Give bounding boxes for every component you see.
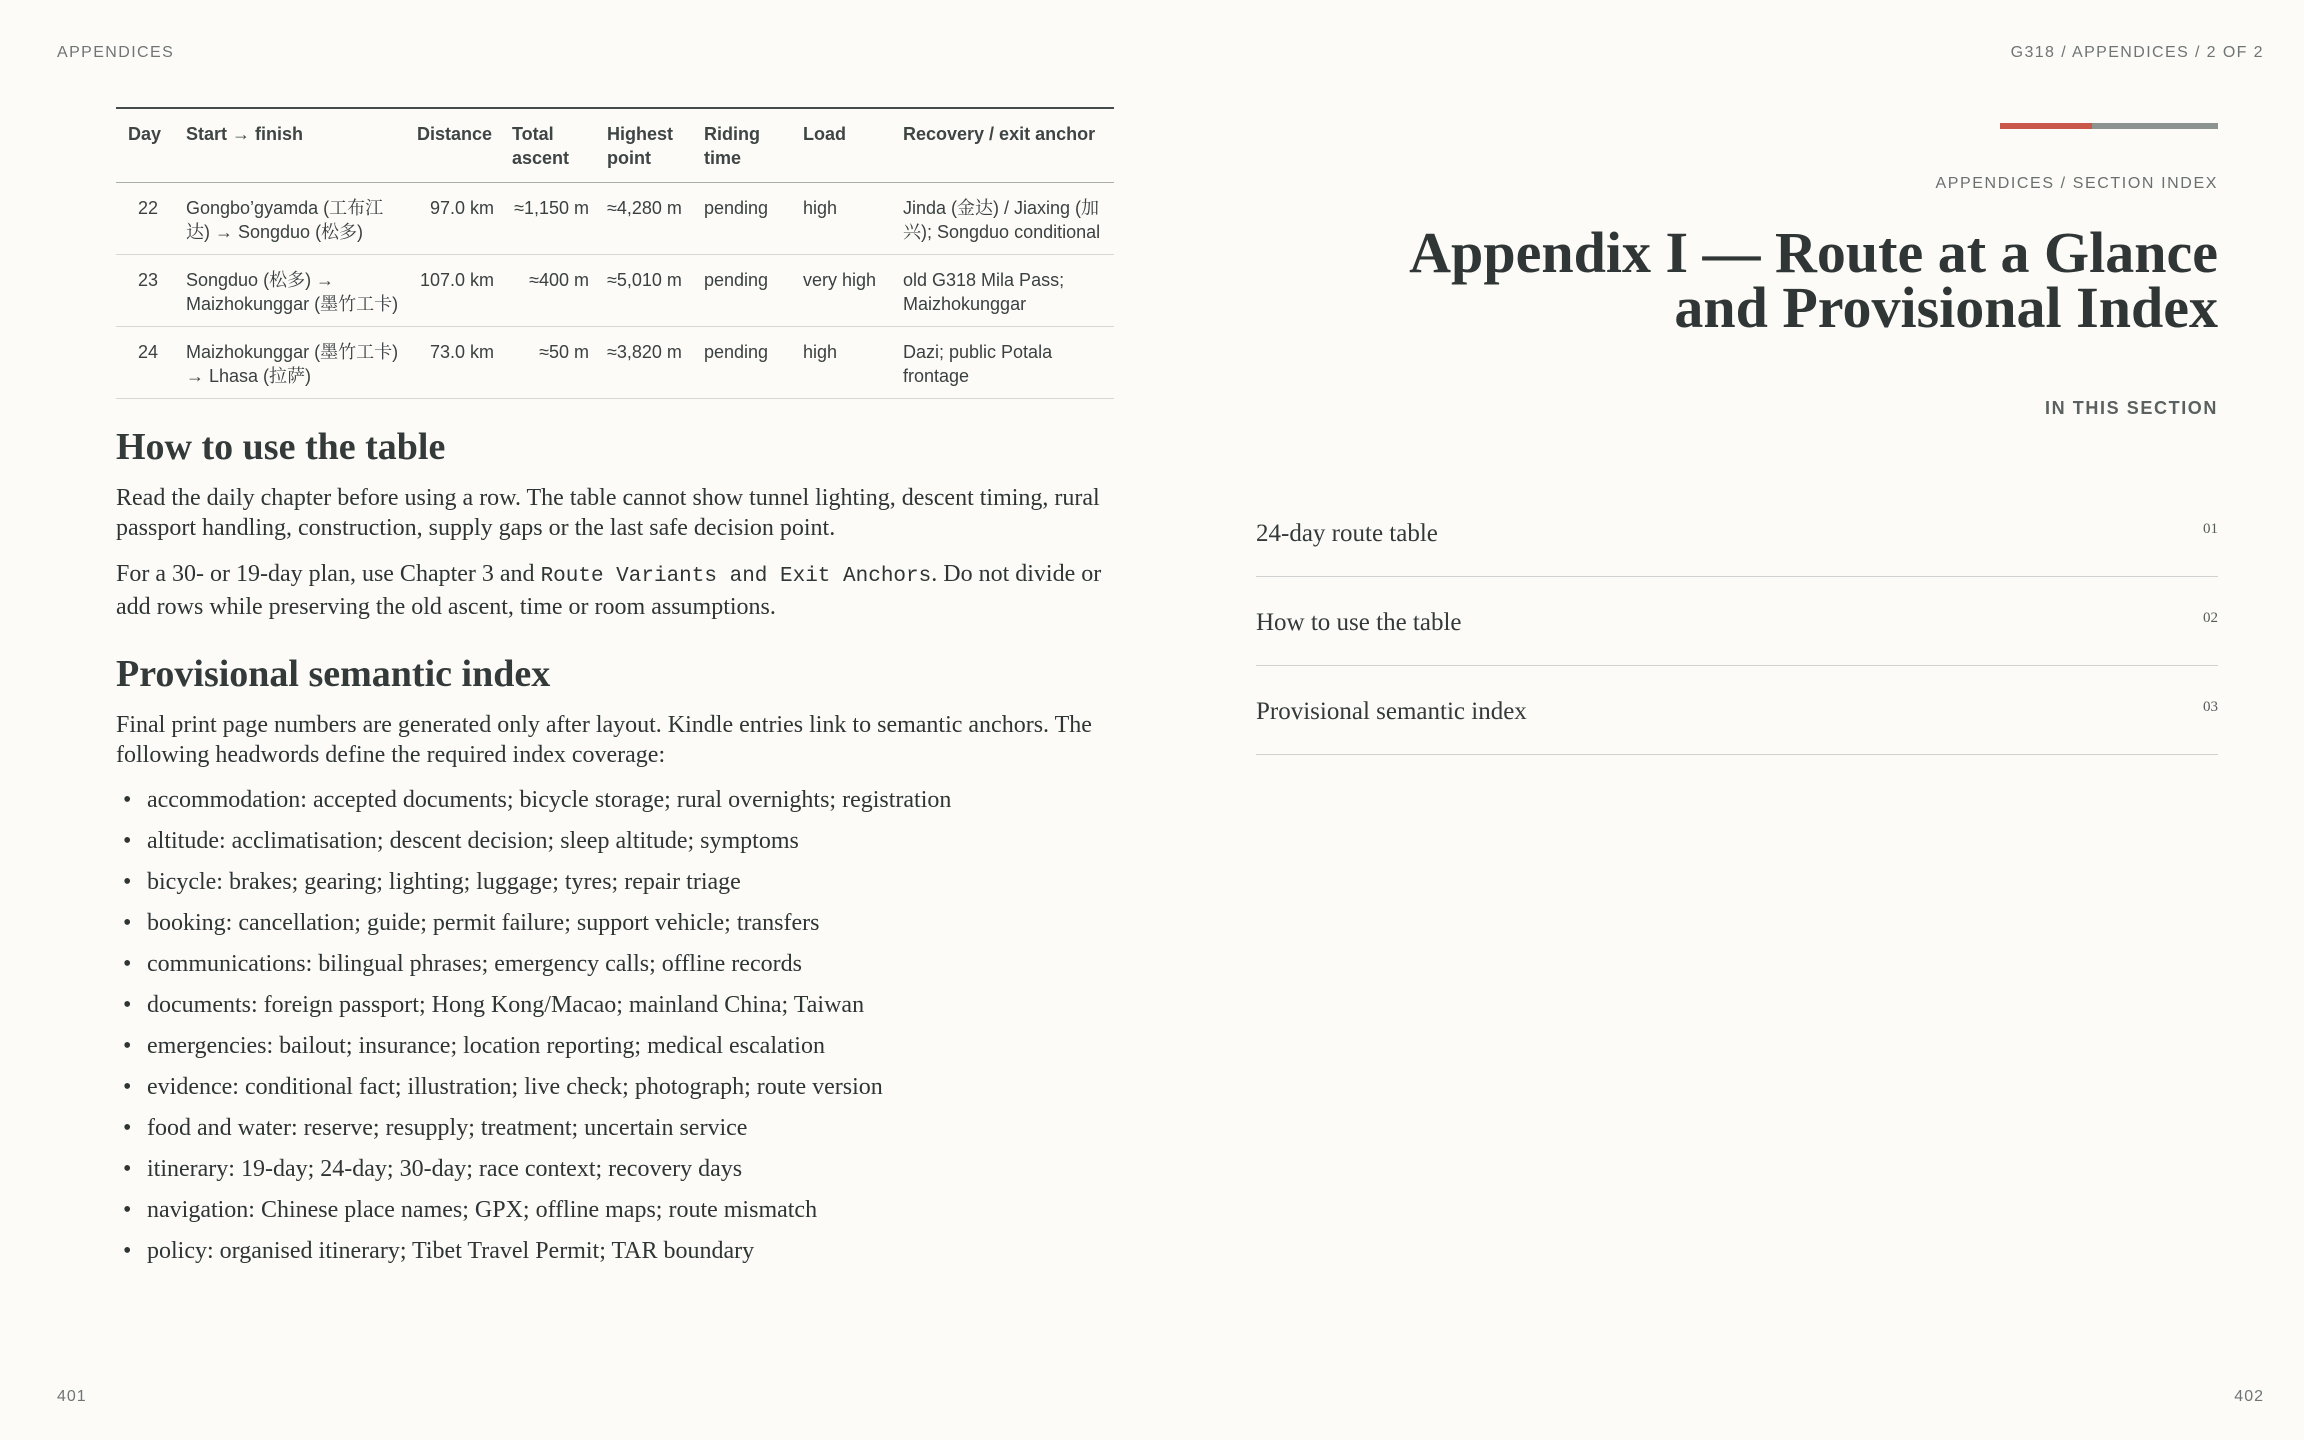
index-entry: documents: foreign passport; Hong Kong/Macao; mainland China; Taiwan bbox=[147, 992, 865, 1018]
cell-riding-time: pending bbox=[692, 183, 791, 255]
bullet-icon: • bbox=[123, 1197, 132, 1223]
in-this-section-label: IN THIS SECTION bbox=[2044, 398, 2218, 418]
index-heading: Provisional semantic index bbox=[116, 653, 551, 695]
index-entry: altitude: acclimatisation; descent decision; sleep altitude; symptoms bbox=[147, 828, 799, 854]
bullet-icon: • bbox=[123, 828, 132, 854]
cell-distance: 73.0 km bbox=[405, 327, 500, 399]
index-entry: accommodation: accepted documents; bicycle storage; rural overnights; registration bbox=[147, 787, 952, 813]
index-intro: Final print page numbers are generated only after layout. Kindle entries link to semantic anchors. The following headwords define the required index coverage: bbox=[116, 712, 1092, 768]
route-table bbox=[116, 107, 1114, 399]
toc-item-label: Provisional semantic index bbox=[1256, 698, 1527, 725]
page-number-left: 401 bbox=[57, 1388, 87, 1405]
cell-total-ascent: ≈50 m bbox=[500, 327, 595, 399]
left-page bbox=[116, 107, 1114, 1277]
cell-riding-time: pending bbox=[692, 255, 791, 327]
bullet-icon: • bbox=[123, 1033, 132, 1059]
index-list bbox=[116, 785, 1114, 1266]
toc-item-semantic-index[interactable] bbox=[1256, 666, 2218, 755]
toc-item-how-to-use[interactable] bbox=[1256, 577, 2218, 666]
list-item bbox=[116, 826, 1114, 856]
list-item bbox=[116, 1236, 1114, 1266]
list-item bbox=[116, 1031, 1114, 1061]
cell-load: high bbox=[791, 183, 891, 255]
index-entry: bicycle: brakes; gearing; lighting; luggage; tyres; repair triage bbox=[147, 869, 741, 895]
list-item bbox=[116, 949, 1114, 979]
running-head-right: G318 / APPENDICES / 2 OF 2 bbox=[2010, 44, 2264, 61]
cell-highest-point: ≈4,280 m bbox=[595, 183, 692, 255]
toc-item-label: 24-day route table bbox=[1256, 520, 1438, 547]
how-to-heading: How to use the table bbox=[116, 426, 446, 468]
cell-start-finish: Maizhokunggar (墨竹工卡) → Lhasa (拉萨) bbox=[174, 327, 405, 399]
bullet-icon: • bbox=[123, 869, 132, 895]
accent-rule-primary bbox=[2000, 123, 2092, 129]
list-item bbox=[116, 1072, 1114, 1102]
list-item bbox=[116, 1154, 1114, 1184]
list-item bbox=[116, 785, 1114, 815]
cell-day: 23 bbox=[116, 255, 174, 327]
bullet-icon: • bbox=[123, 951, 132, 977]
index-entry: itinerary: 19-day; 24-day; 30-day; race context; recovery days bbox=[147, 1156, 743, 1182]
col-header-highest-point: Highest point bbox=[595, 108, 692, 183]
cell-recovery: Dazi; public Potala frontage bbox=[891, 327, 1114, 399]
how-to-paragraph-2 bbox=[116, 559, 1114, 622]
index-entry: evidence: conditional fact; illustration; live check; photograph; route version bbox=[147, 1074, 883, 1100]
cell-highest-point: ≈5,010 m bbox=[595, 255, 692, 327]
col-header-day: Day bbox=[116, 108, 174, 183]
table-row bbox=[116, 327, 1114, 399]
cell-riding-time: pending bbox=[692, 327, 791, 399]
how-to-p2-text-after: . Do not divide or add rows while preserving the old ascent, time or room assumptions. bbox=[116, 561, 1102, 620]
bullet-icon: • bbox=[123, 787, 132, 813]
section-toc bbox=[1256, 488, 2218, 755]
cell-day: 24 bbox=[116, 327, 174, 399]
cell-start-finish: Songduo (松多) → Maizhokunggar (墨竹工卡) bbox=[174, 255, 405, 327]
index-entry: navigation: Chinese place names; GPX; offline maps; route mismatch bbox=[147, 1197, 818, 1223]
list-item bbox=[116, 1195, 1114, 1225]
section-kicker: APPENDICES / SECTION INDEX bbox=[1935, 175, 2218, 192]
chapter-anchor-code: Route Variants and Exit Anchors bbox=[540, 565, 932, 588]
table-row bbox=[116, 255, 1114, 327]
how-to-paragraph-1: Read the daily chapter before using a row. The table cannot show tunnel lighting, descent timing, rural passport handling, construction, supply gaps or the last safe decision point. bbox=[116, 485, 1100, 541]
cell-distance: 107.0 km bbox=[405, 255, 500, 327]
bullet-icon: • bbox=[123, 992, 132, 1018]
cell-distance: 97.0 km bbox=[405, 183, 500, 255]
col-header-recovery: Recovery / exit anchor bbox=[891, 108, 1114, 183]
cell-recovery: old G318 Mila Pass; Maizhokunggar bbox=[891, 255, 1114, 327]
bullet-icon: • bbox=[123, 1238, 132, 1264]
col-header-riding-time: Riding time bbox=[692, 108, 791, 183]
page-title-line-2: and Provisional Index bbox=[1674, 275, 2218, 340]
toc-item-route-table[interactable] bbox=[1256, 488, 2218, 577]
page-title-line-1: Appendix I — Route at a Glance bbox=[1409, 220, 2218, 285]
cell-total-ascent: ≈400 m bbox=[500, 255, 595, 327]
running-head-left: APPENDICES bbox=[57, 44, 175, 61]
index-entry: communications: bilingual phrases; emergency calls; offline records bbox=[147, 951, 802, 977]
cell-load: high bbox=[791, 327, 891, 399]
list-item bbox=[116, 867, 1114, 897]
col-header-load: Load bbox=[791, 108, 891, 183]
cell-recovery: Jinda (金达) / Jiaxing (加兴); Songduo conditional bbox=[891, 183, 1114, 255]
index-entry: booking: cancellation; guide; permit failure; support vehicle; transfers bbox=[147, 910, 820, 936]
toc-item-number: 02 bbox=[2203, 610, 2218, 626]
bullet-icon: • bbox=[123, 910, 132, 936]
col-header-distance: Distance bbox=[405, 108, 500, 183]
toc-item-label: How to use the table bbox=[1256, 609, 1462, 636]
list-item bbox=[116, 990, 1114, 1020]
cell-start-finish: Gongbo’gyamda (工布江达) → Songduo (松多) bbox=[174, 183, 405, 255]
index-entry: policy: organised itinerary; Tibet Travel Permit; TAR boundary bbox=[147, 1238, 755, 1264]
accent-rule bbox=[2000, 123, 2218, 129]
how-to-p2-text-before: For a 30- or 19-day plan, use Chapter 3 and bbox=[116, 561, 541, 587]
index-entry: emergencies: bailout; insurance; location reporting; medical escalation bbox=[147, 1033, 825, 1059]
toc-item-number: 03 bbox=[2203, 699, 2218, 715]
list-item bbox=[116, 1113, 1114, 1143]
bullet-icon: • bbox=[123, 1115, 132, 1141]
table-row bbox=[116, 183, 1114, 255]
col-header-start-finish: Start → finish bbox=[174, 108, 405, 183]
cell-highest-point: ≈3,820 m bbox=[595, 327, 692, 399]
index-entry: food and water: reserve; resupply; treatment; uncertain service bbox=[147, 1115, 748, 1141]
bullet-icon: • bbox=[123, 1074, 132, 1100]
col-header-total-ascent: Total ascent bbox=[500, 108, 595, 183]
cell-load: very high bbox=[791, 255, 891, 327]
page-title bbox=[1238, 220, 2218, 340]
toc-item-number: 01 bbox=[2203, 521, 2218, 537]
list-item bbox=[116, 908, 1114, 938]
bullet-icon: • bbox=[123, 1156, 132, 1182]
table-header-row bbox=[116, 108, 1114, 183]
accent-rule-secondary bbox=[2092, 123, 2218, 129]
page-number-right: 402 bbox=[2234, 1388, 2264, 1405]
cell-day: 22 bbox=[116, 183, 174, 255]
cell-total-ascent: ≈1,150 m bbox=[500, 183, 595, 255]
